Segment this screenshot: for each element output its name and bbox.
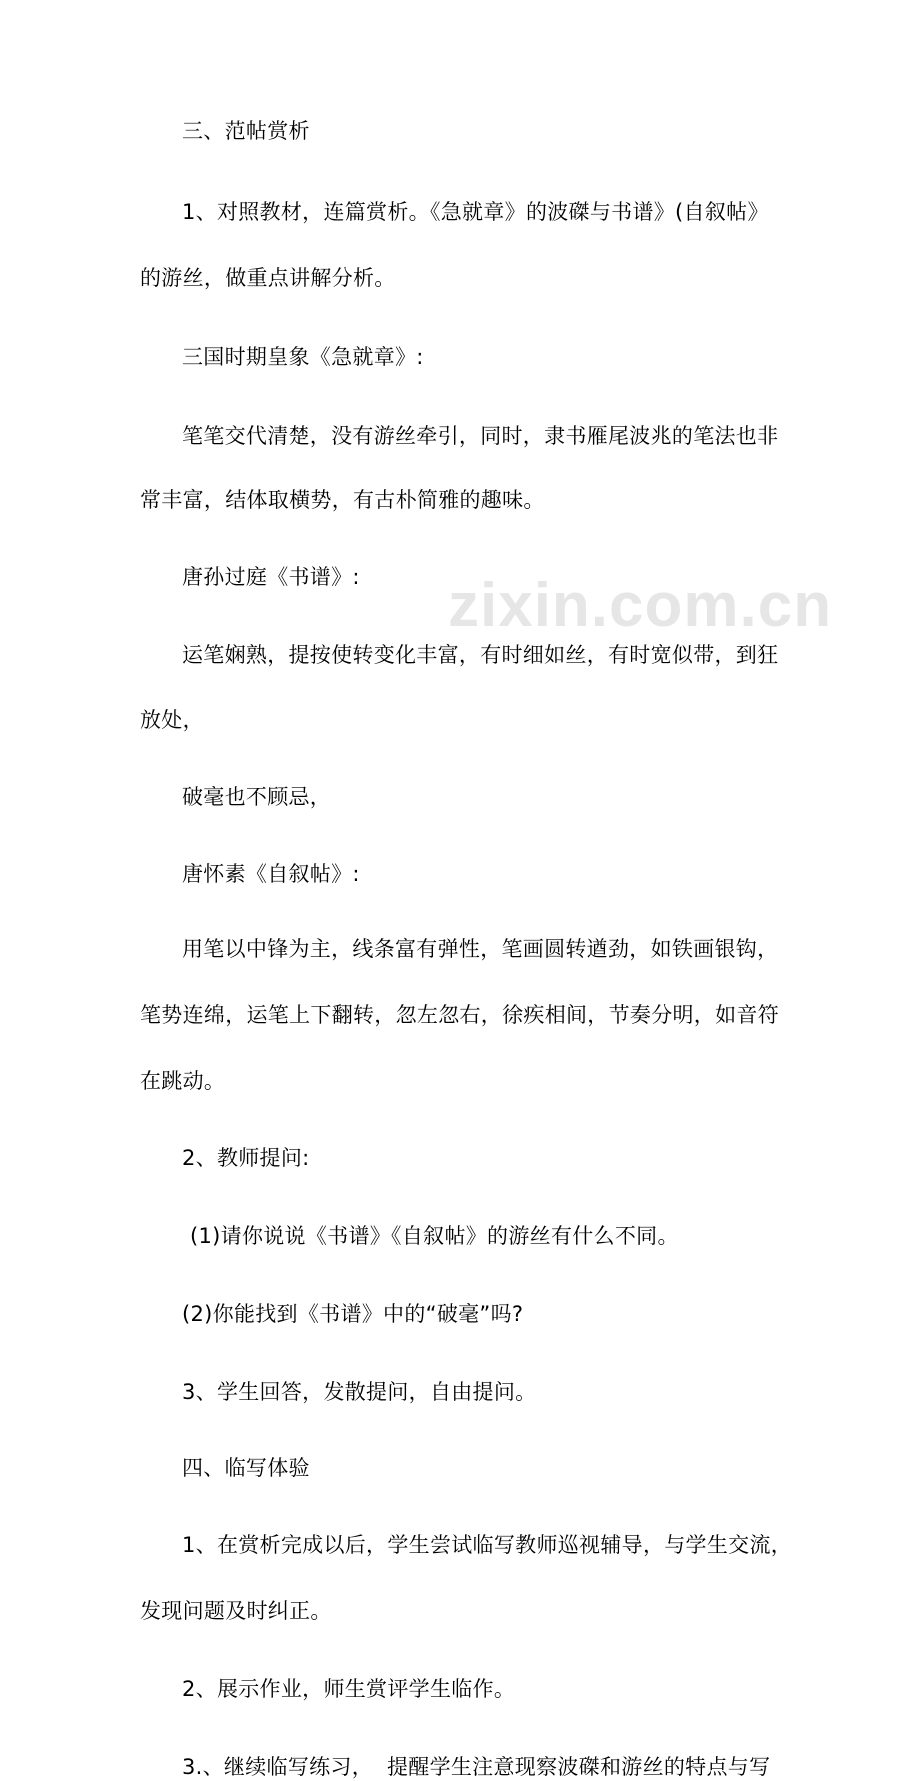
paragraph-line: (1)请你说说《书谱》《自叙帖》的游丝有什么不同。: [190, 1224, 679, 1248]
paragraph-line: 1、对照教材，连篇赏析。《急就章》的波磔与书谱》(自叙帖》: [182, 200, 769, 224]
section-heading-4: 四、临写体验: [182, 1456, 310, 1480]
paragraph-line: 2、教师提问:: [182, 1146, 310, 1170]
paragraph-line: 2、展示作业，师生赏评学生临作。: [182, 1677, 516, 1701]
watermark: zixin.com.cn: [448, 571, 833, 640]
paragraph-line: 笔笔交代清楚，没有游丝牵引，同时，隶书雁尾波兆的笔法也非: [182, 424, 779, 448]
paragraph-line: 在跳动。: [140, 1069, 226, 1093]
paragraph-line: (2)你能找到《书谱》中的“破毫”吗?: [182, 1302, 524, 1326]
paragraph-line: 放处，: [140, 708, 204, 732]
paragraph-line: 笔势连绵，运笔上下翻转，忽左忽右，徐疾相间，节奏分明，如音符: [140, 1003, 779, 1027]
paragraph-line: 用笔以中锋为主，线条富有弹性，笔画圆转遒劲，如铁画银钩，: [182, 937, 779, 961]
paragraph-line: 的游丝，做重点讲解分析。: [140, 266, 396, 290]
section-heading-3: 三、范帖赏析: [182, 119, 310, 143]
paragraph-line: 三国时期皇象《急就章》:: [182, 345, 424, 369]
paragraph-line: 1、在赏析完成以后，学生尝试临写教师巡视辅导，与学生交流，: [182, 1533, 793, 1557]
paragraph-line: 唐怀素《自叙帖》:: [182, 862, 360, 886]
paragraph-line: 发现问题及时纠正。: [140, 1599, 332, 1623]
paragraph-line: 3、学生回答，发散提问，自由提问。: [182, 1380, 537, 1404]
paragraph-line: 破毫也不顾忌，: [182, 785, 332, 809]
paragraph-line: 3.、继续临写练习， 提醒学生注意现察波磔和游丝的特点与写: [182, 1755, 771, 1779]
paragraph-line: 运笔娴熟，提按使转变化丰富，有时细如丝，有时宽似带，到狂: [182, 643, 779, 667]
paragraph-line: 唐孙过庭《书谱》:: [182, 565, 360, 589]
paragraph-line: 常丰富，结体取横势，有古朴简雅的趣味。: [140, 488, 545, 512]
